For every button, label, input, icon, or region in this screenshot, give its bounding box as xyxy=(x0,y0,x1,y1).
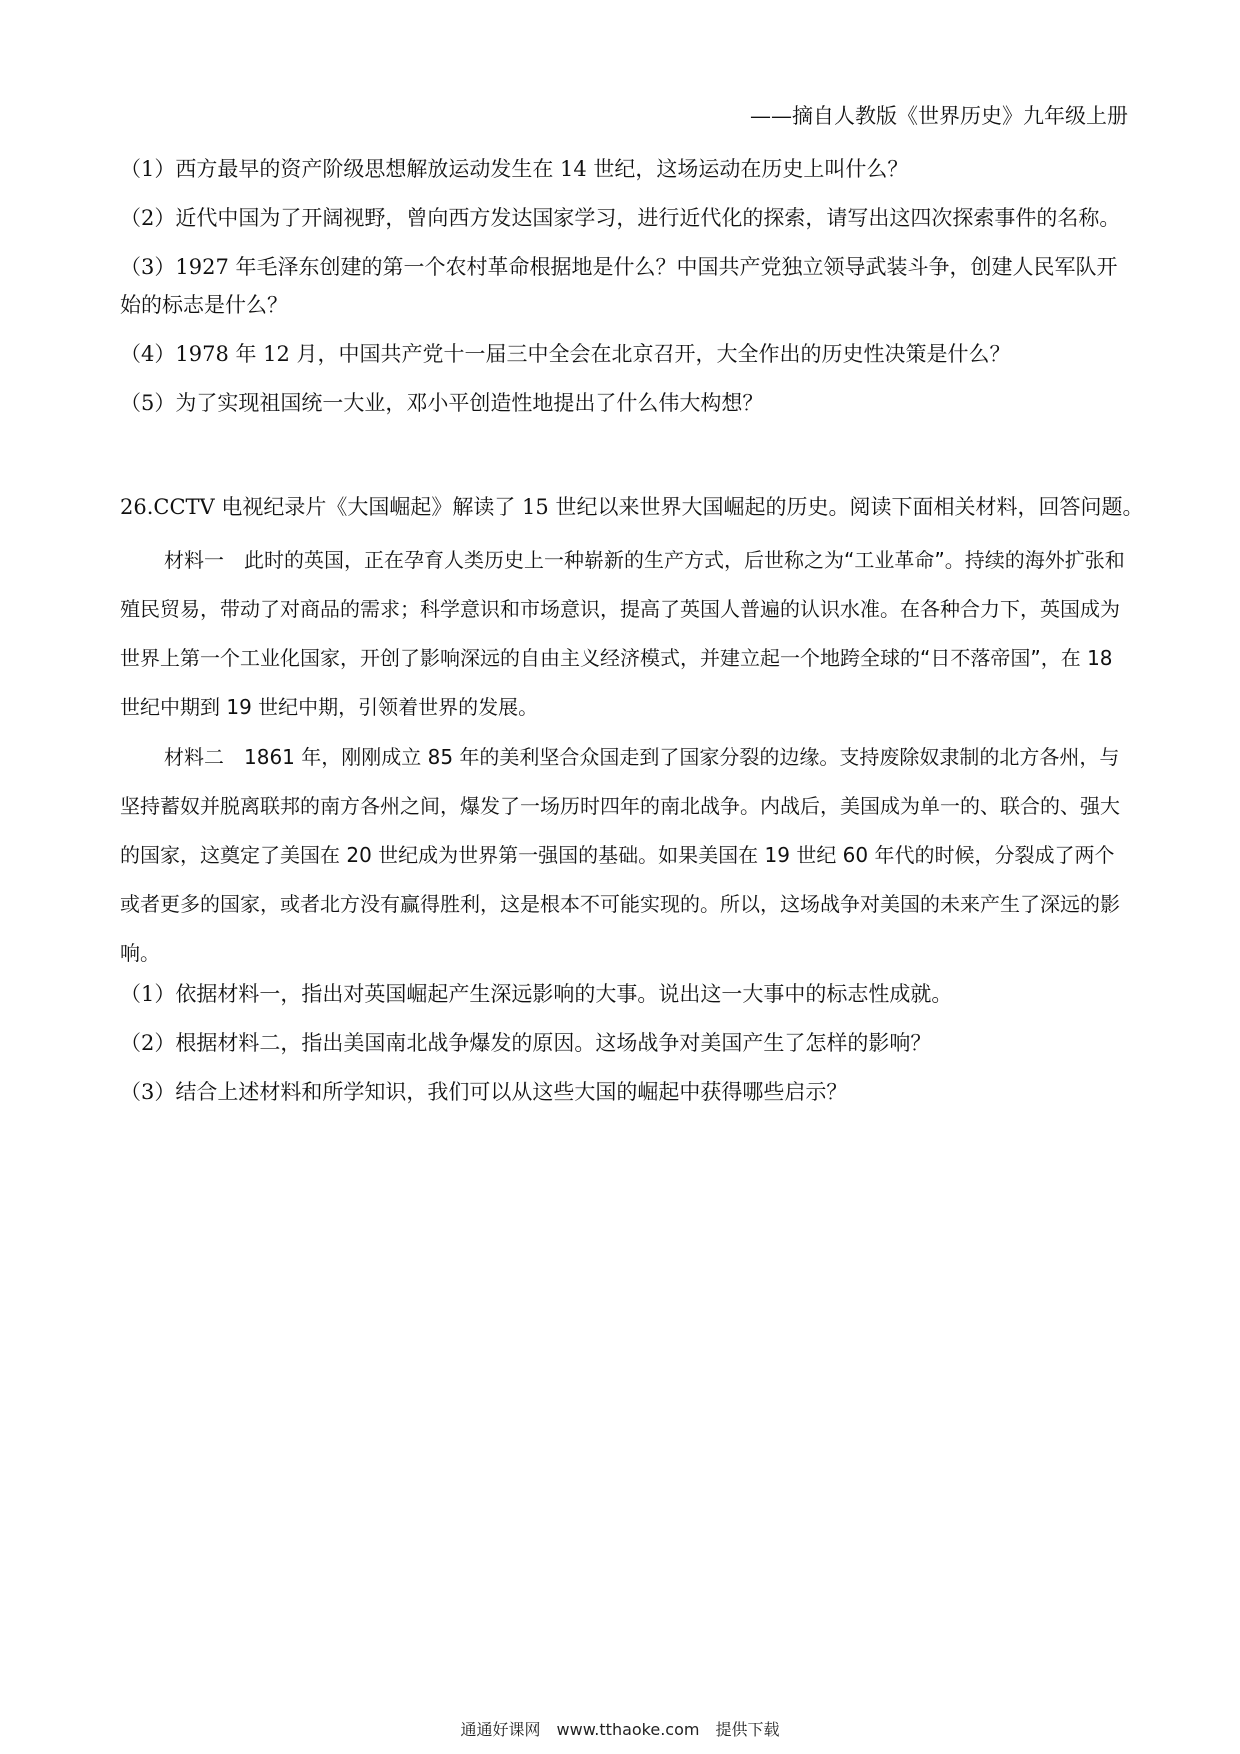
q25-questions xyxy=(120,150,1130,433)
q25-question-1: （1）西方最早的资产阶级思想解放运动发生在 14 世纪，这场运动在历史上叫什么？ xyxy=(120,157,909,181)
q26-material-1: 材料一 此时的英国，正在孕育人类历史上一种崭新的生产方式，后世称之为“工业革命”。持续的海外扩张和殖民贸易，带动了对商品的需求；科学意识和市场意识，提高了英国人普遍的认识水准。在各种合力下，英国成为世界上第一个工业化国家，开创了影响深远的自由主义经济模式，并建立起一个地跨全球的“日不落帝国”，在 18 世纪中期到 19 世纪中期，引领着世界的发展。 xyxy=(120,548,1125,719)
source-citation: ——摘自人教版《世界历史》九年级上册 xyxy=(750,104,1128,128)
q25-question-3: （3）1927 年毛泽东创建的第一个农村革命根据地是什么？中国共产党独立领导武装斗争，创建人民军队开始的标志是什么？ xyxy=(120,255,1118,317)
q26-header: 26.CCTV 电视纪录片《大国崛起》解读了 15 世纪以来世界大国崛起的历史。阅读下面相关材料，回答问题。 xyxy=(120,495,1144,519)
q26-questions xyxy=(120,975,1130,1122)
q26-question-3: （3）结合上述材料和所学知识，我们可以从这些大国的崛起中获得哪些启示？ xyxy=(120,1080,848,1104)
page-footer: 通通好课网 www.tthaoke.com 提供下载 xyxy=(460,1720,780,1739)
q26-question-2: （2）根据材料二，指出美国南北战争爆发的原因。这场战争对美国产生了怎样的影响？ xyxy=(120,1031,932,1055)
q26-material-2: 材料二 1861 年，刚刚成立 85 年的美利坚合众国走到了国家分裂的边缘。支持废除奴隶制的北方各州，与坚持蓄奴并脱离联邦的南方各州之间，爆发了一场历时四年的南北战争。内战后，美国成为单一的、联合的、强大的国家，这奠定了美国在 20 世纪成为世界第一强国的基础。如果美国在 19 世纪 60 年代的时候，分裂成了两个或者更多的国家，或者北方没有赢得胜利，这是根本不可能实现的。所以，这场战争对美国的未来产生了深远的影响。 xyxy=(120,745,1120,965)
q25-question-2: （2）近代中国为了开阔视野，曾向西方发达国家学习，进行近代化的探索，请写出这四次探索事件的名称。 xyxy=(120,206,1121,230)
q25-question-5: （5）为了实现祖国统一大业，邓小平创造性地提出了什么伟大构想？ xyxy=(120,391,764,415)
q25-question-4: （4）1978 年 12 月，中国共产党十一届三中全会在北京召开，大全作出的历史性决策是什么？ xyxy=(120,342,1011,366)
q26-question-1: （1）依据材料一，指出对英国崛起产生深远影响的大事。说出这一大事中的标志性成就。 xyxy=(120,982,953,1006)
